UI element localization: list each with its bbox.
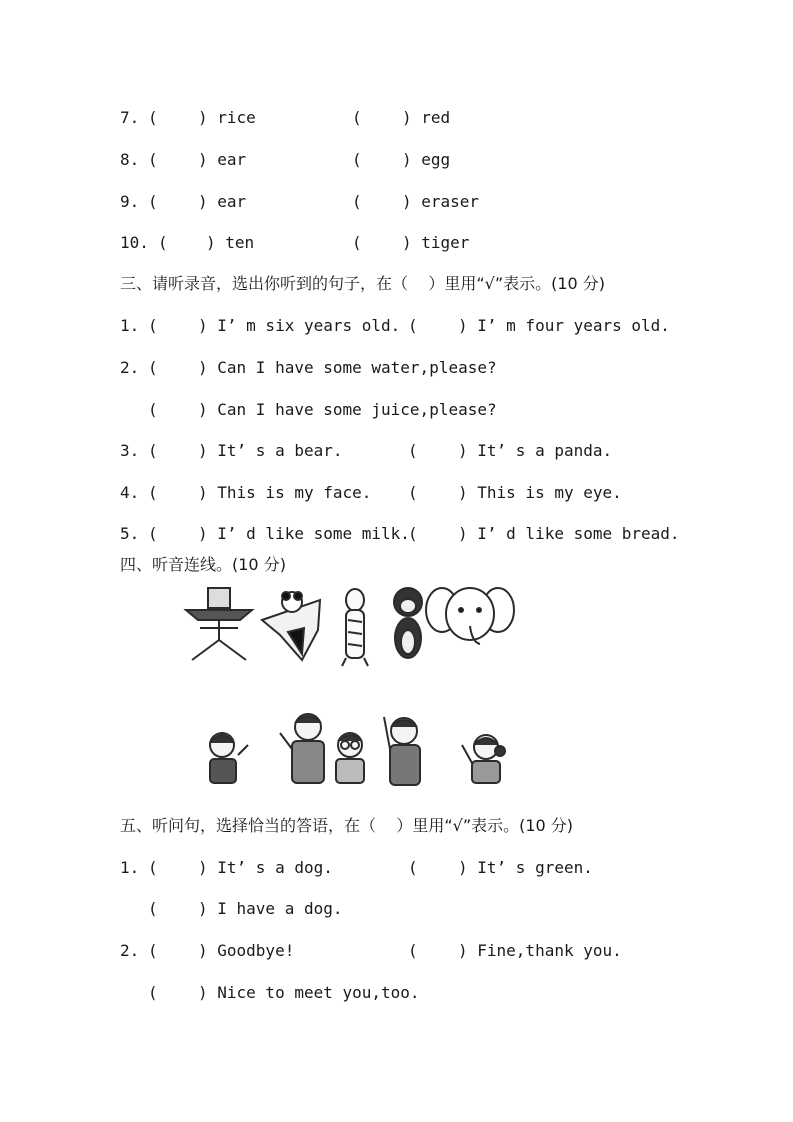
answer-paren: ( [148, 316, 158, 335]
monkey-icon [394, 588, 422, 658]
option-a: ) ear [198, 192, 247, 211]
answer-paren: ( [148, 941, 158, 960]
answer-paren: ( [148, 150, 158, 169]
option-b: ) tiger [402, 233, 470, 252]
answer-paren: ( [408, 858, 418, 877]
answer-paren: ( [408, 941, 418, 960]
option-a: ) I’ d like some milk. [198, 524, 410, 543]
answer-paren: ( [148, 899, 158, 918]
boy-2-icon [336, 733, 364, 783]
item-number: 2. [120, 358, 140, 377]
elephant-icon [426, 588, 514, 644]
item-number: 4. [120, 483, 140, 502]
option-a: ) I’ m six years old. [198, 316, 401, 335]
boy-1-icon [280, 714, 324, 783]
item-number: 10. [120, 233, 149, 252]
option-b: ) red [402, 108, 451, 127]
item-number: 5. [120, 524, 140, 543]
animal-pictures [180, 580, 520, 670]
option-a: ) Goodbye! [198, 941, 295, 960]
item-number: 2. [120, 941, 140, 960]
children-pictures [200, 705, 520, 787]
answer-paren: ( [408, 441, 418, 460]
option-a: ) It’ s a bear. [198, 441, 343, 460]
answer-paren: ( [352, 192, 362, 211]
option-a: ) ear [198, 150, 247, 169]
panda-kite-icon [262, 592, 320, 660]
item-number: 8. [120, 150, 140, 169]
option-b: ) egg [402, 150, 451, 169]
answer-paren: ( [148, 483, 158, 502]
option-c: ) I have a dog. [198, 899, 343, 918]
option-a: ) ten [206, 233, 255, 252]
option-b: ) Can I have some juice,please? [198, 400, 497, 419]
answer-paren: ( [148, 192, 158, 211]
answer-paren: ( [352, 108, 362, 127]
option-a: ) It’ s a dog. [198, 858, 333, 877]
option-b: ) It’ s a panda. [458, 441, 613, 460]
item-number: 1. [120, 316, 140, 335]
answer-paren: ( [408, 524, 418, 543]
option-b: ) This is my eye. [458, 483, 622, 502]
answer-paren: ( [408, 483, 418, 502]
tiger-icon [342, 589, 368, 666]
option-b: ) eraser [402, 192, 480, 211]
answer-paren: ( [148, 983, 158, 1002]
answer-paren: ( [352, 233, 362, 252]
item-number: 3. [120, 441, 140, 460]
boy-3-icon [384, 717, 420, 785]
section3-title: 三、请听录音，选出你听到的句子，在（ ）里用“√”表示。(10 分) [120, 274, 606, 293]
answer-paren: ( [158, 233, 168, 252]
item-number: 9. [120, 192, 140, 211]
option-c: ) Nice to meet you,too. [198, 983, 420, 1002]
answer-paren: ( [148, 108, 158, 127]
item-number: 1. [120, 858, 140, 877]
answer-paren: ( [148, 441, 158, 460]
answer-paren: ( [148, 858, 158, 877]
option-b: ) I’ d like some bread. [458, 524, 680, 543]
figure-kite-icon [186, 588, 252, 660]
girl-1-icon [210, 733, 248, 783]
answer-paren: ( [148, 400, 158, 419]
option-b: ) It’ s green. [458, 858, 593, 877]
option-b: ) I’ m four years old. [458, 316, 670, 335]
item-number: 7. [120, 108, 140, 127]
answer-paren: ( [148, 524, 158, 543]
option-b: ) Fine,thank you. [458, 941, 622, 960]
option-a: ) Can I have some water,please? [198, 358, 497, 377]
answer-paren: ( [408, 316, 418, 335]
section5-title: 五、听问句，选择恰当的答语，在（ ）里用“√”表示。(10 分) [120, 816, 574, 835]
girl-2-icon [462, 735, 505, 783]
answer-paren: ( [352, 150, 362, 169]
option-a: ) rice [198, 108, 256, 127]
option-a: ) This is my face. [198, 483, 372, 502]
section4-title: 四、听音连线。(10 分) [120, 555, 286, 574]
answer-paren: ( [148, 358, 158, 377]
